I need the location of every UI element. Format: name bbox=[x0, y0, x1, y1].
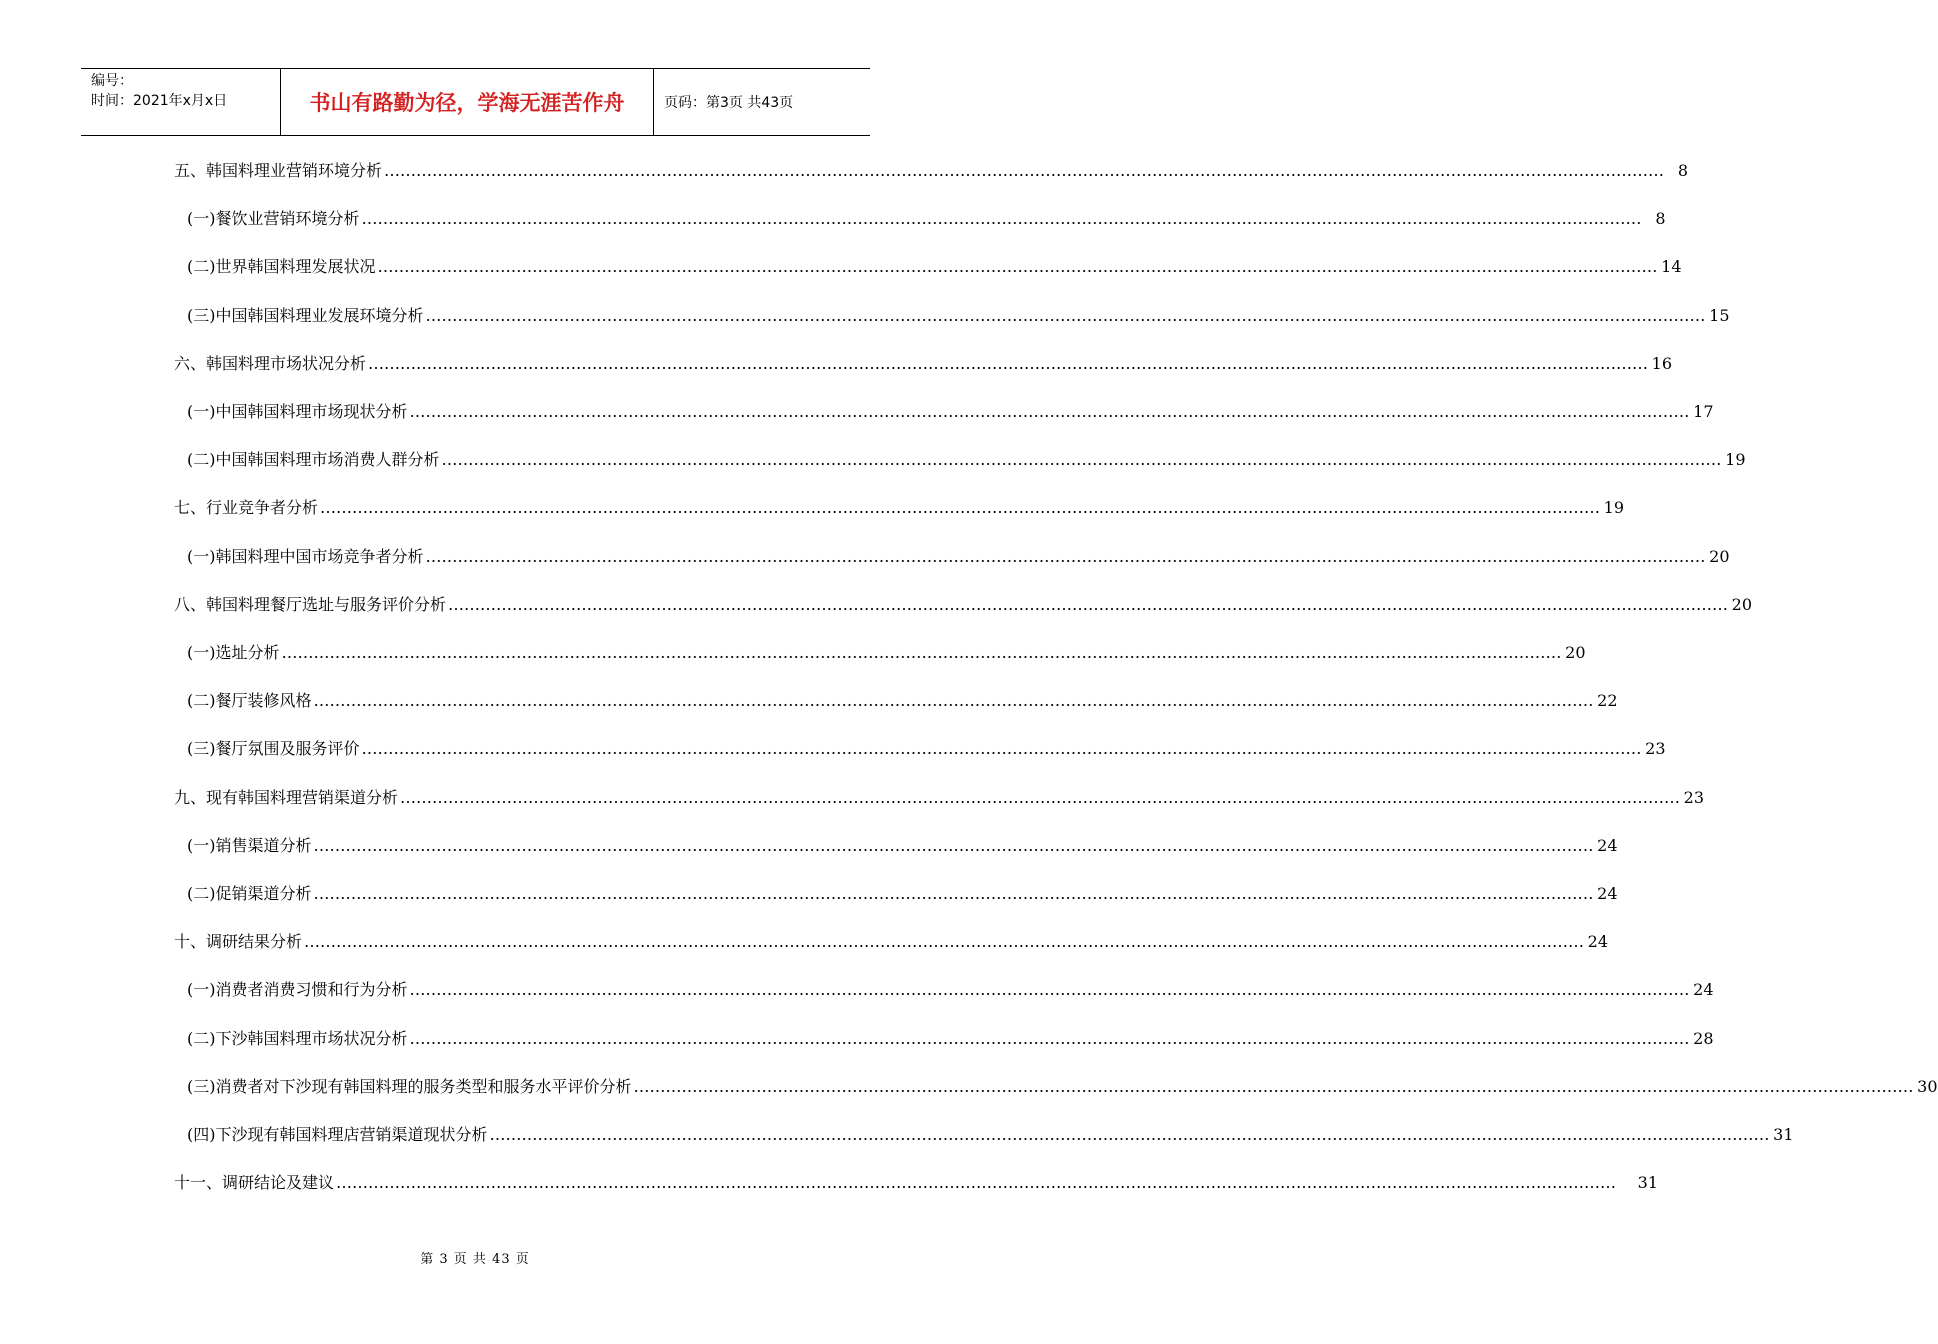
toc-entry[interactable] bbox=[174, 160, 1689, 182]
toc-entry-title: (一)餐饮业营销环境分析 bbox=[187, 209, 360, 229]
toc-entry-number: 九、 bbox=[174, 787, 207, 807]
toc-entry-page: 24 bbox=[1597, 884, 1618, 903]
toc-entry-page: 20 bbox=[1731, 594, 1753, 614]
toc-dot-leader: …………………………………………………………………………………………………………………………………………………………………………………………………………………… bbox=[361, 209, 1642, 229]
toc-entry-page: 20 bbox=[1709, 546, 1730, 566]
toc-entry-title: (二)餐厅装修风格 bbox=[187, 691, 312, 711]
toc-entry-title: 韩国料理市场状况分析 bbox=[206, 353, 367, 373]
toc-entry-number: 六、 bbox=[174, 353, 207, 373]
toc-entry-page: 31 bbox=[1637, 1173, 1659, 1193]
page-footer: 第 3 页 共 43 页 bbox=[420, 1252, 530, 1267]
toc-entry[interactable] bbox=[187, 1028, 1714, 1050]
toc-dot-leader: …………………………………………………………………………………………………………………………………………………………………………………………………………………… bbox=[361, 739, 1642, 759]
toc-dot-leader: …………………………………………………………………………………………………………………………………………………………………………………………………………………… bbox=[384, 161, 1665, 180]
toc-dot-leader: …………………………………………………………………………………………………………………………………………………………………………………………………………………… bbox=[304, 932, 1585, 952]
toc-entry-number: 八、 bbox=[174, 594, 207, 614]
toc-dot-leader: …………………………………………………………………………………………………………………………………………………………………………………………………………………… bbox=[409, 980, 1690, 1000]
toc-dot-leader: …………………………………………………………………………………………………………………………………………………………………………………………………………………… bbox=[336, 1173, 1617, 1193]
toc-entry[interactable] bbox=[187, 979, 1714, 1001]
toc-entry-page: 28 bbox=[1693, 1028, 1714, 1048]
toc-entry[interactable] bbox=[187, 256, 1682, 278]
toc-entry-title: (三)消费者对下沙现有韩国料理的服务类型和服务水平评价分析 bbox=[187, 1076, 632, 1096]
toc-entry-page: 31 bbox=[1773, 1125, 1794, 1144]
toc-entry-title: 现有韩国料理营销渠道分析 bbox=[206, 787, 399, 807]
toc-entry-title: (一)选址分析 bbox=[187, 643, 280, 662]
toc-entry-page: 17 bbox=[1693, 402, 1714, 421]
toc-dot-leader: …………………………………………………………………………………………………………………………………………………………………………………………………………………… bbox=[489, 1125, 1770, 1144]
toc-dot-leader: …………………………………………………………………………………………………………………………………………………………………………………………………………………… bbox=[377, 257, 1658, 277]
toc-entry-title: 韩国料理餐厅选址与服务评价分析 bbox=[206, 594, 447, 614]
toc-dot-leader: …………………………………………………………………………………………………………………………………………………………………………………………………………………… bbox=[633, 1076, 1914, 1096]
toc-entry-page: 23 bbox=[1645, 739, 1666, 759]
toc-entry-title: (二)下沙韩国料理市场状况分析 bbox=[187, 1028, 408, 1048]
toc-entry[interactable] bbox=[187, 883, 1618, 905]
toc-entry-title: (二)世界韩国料理发展状况 bbox=[187, 257, 376, 277]
header-date: 时间：2021年x月x日 bbox=[91, 93, 228, 109]
header-page-info: 页码：第3页 共43页 bbox=[664, 95, 794, 111]
toc-dot-leader: …………………………………………………………………………………………………………………………………………………………………………………………………………………… bbox=[313, 884, 1594, 903]
toc-entry-page: 15 bbox=[1709, 305, 1730, 325]
toc-entry-page: 22 bbox=[1597, 691, 1618, 711]
toc-entry-title: (二)促销渠道分析 bbox=[187, 884, 312, 903]
toc-dot-leader: …………………………………………………………………………………………………………………………………………………………………………………………………………………… bbox=[281, 643, 1562, 662]
toc-dot-leader: …………………………………………………………………………………………………………………………………………………………………………………………………………………… bbox=[425, 305, 1706, 325]
toc-entry-title: 韩国料理业营销环境分析 bbox=[206, 161, 383, 180]
toc-entry[interactable] bbox=[187, 1076, 1938, 1098]
toc-entry-page: 30 bbox=[1917, 1076, 1938, 1096]
toc-entry[interactable] bbox=[174, 353, 1673, 375]
toc-dot-leader: …………………………………………………………………………………………………………………………………………………………………………………………………………………… bbox=[313, 835, 1594, 855]
toc-entry[interactable] bbox=[174, 1172, 1659, 1194]
toc-dot-leader: …………………………………………………………………………………………………………………………………………………………………………………………………………………… bbox=[313, 691, 1594, 711]
toc-entry-page: 23 bbox=[1683, 787, 1705, 807]
toc-entry-number: 七、 bbox=[174, 498, 207, 518]
toc-entry[interactable] bbox=[187, 546, 1730, 568]
toc-entry-page: 24 bbox=[1587, 932, 1609, 952]
toc-entry-title: 调研结果分析 bbox=[206, 932, 303, 952]
toc-entry-title: 调研结论及建议 bbox=[222, 1173, 335, 1193]
toc-entry-page: 20 bbox=[1565, 643, 1586, 662]
toc-entry[interactable] bbox=[187, 690, 1618, 712]
toc-entry[interactable] bbox=[174, 931, 1609, 953]
toc-entry[interactable] bbox=[187, 401, 1714, 423]
toc-entry-page: 24 bbox=[1597, 835, 1618, 855]
toc-entry[interactable] bbox=[187, 208, 1666, 230]
toc-entry-page: 8 bbox=[1677, 161, 1689, 180]
toc-entry-page: 14 bbox=[1661, 257, 1682, 277]
toc-dot-leader: …………………………………………………………………………………………………………………………………………………………………………………………………………………… bbox=[320, 498, 1601, 518]
toc-entry-page: 8 bbox=[1655, 209, 1666, 229]
toc-entry[interactable] bbox=[174, 497, 1625, 519]
toc-dot-leader: …………………………………………………………………………………………………………………………………………………………………………………………………………………… bbox=[448, 594, 1729, 614]
toc-dot-leader: …………………………………………………………………………………………………………………………………………………………………………………………………………………… bbox=[441, 450, 1722, 470]
toc-entry[interactable] bbox=[187, 835, 1618, 857]
toc-entry-title: (三)中国韩国料理业发展环境分析 bbox=[187, 305, 424, 325]
toc-entry-page: 19 bbox=[1603, 498, 1625, 518]
toc-entry-title: (一)中国韩国料理市场现状分析 bbox=[187, 402, 408, 421]
toc-entry-number: 五、 bbox=[174, 161, 207, 180]
toc-entry-title: (二)中国韩国料理市场消费人群分析 bbox=[187, 450, 440, 470]
toc-entry[interactable] bbox=[187, 1124, 1794, 1146]
toc-entry-page: 19 bbox=[1725, 450, 1746, 470]
toc-entry-title: (一)韩国料理中国市场竞争者分析 bbox=[187, 546, 424, 566]
toc-dot-leader: …………………………………………………………………………………………………………………………………………………………………………………………………………………… bbox=[368, 353, 1649, 373]
toc-entry[interactable] bbox=[187, 738, 1666, 760]
toc-entry-number: 十、 bbox=[174, 932, 207, 952]
toc-entry-title: 行业竞争者分析 bbox=[206, 498, 319, 518]
toc-entry-title: (一)消费者消费习惯和行为分析 bbox=[187, 980, 408, 1000]
toc-dot-leader: …………………………………………………………………………………………………………………………………………………………………………………………………………………… bbox=[409, 402, 1690, 421]
toc-entry-page: 24 bbox=[1693, 980, 1714, 1000]
toc-entry-title: (一)销售渠道分析 bbox=[187, 835, 312, 855]
toc-entry-page: 16 bbox=[1651, 353, 1673, 373]
toc-dot-leader: …………………………………………………………………………………………………………………………………………………………………………………………………………………… bbox=[409, 1028, 1690, 1048]
toc-entry-title: (三)餐厅氛围及服务评价 bbox=[187, 739, 360, 759]
toc-entry-title: (四)下沙现有韩国料理店营销渠道现状分析 bbox=[187, 1125, 488, 1144]
header-code-label: 编号： bbox=[91, 73, 133, 89]
toc-entry[interactable] bbox=[187, 642, 1586, 664]
toc-entry[interactable] bbox=[174, 787, 1705, 809]
toc-dot-leader: …………………………………………………………………………………………………………………………………………………………………………………………………………………… bbox=[425, 546, 1706, 566]
toc-dot-leader: …………………………………………………………………………………………………………………………………………………………………………………………………………………… bbox=[400, 787, 1681, 807]
toc-entry[interactable] bbox=[174, 594, 1753, 616]
toc-entry[interactable] bbox=[187, 449, 1746, 471]
toc-entry-number: 十一、 bbox=[174, 1173, 223, 1193]
toc-entry[interactable] bbox=[187, 305, 1730, 327]
header-motto: 书山有路勤为径，学海无涯苦作舟 bbox=[281, 69, 654, 135]
